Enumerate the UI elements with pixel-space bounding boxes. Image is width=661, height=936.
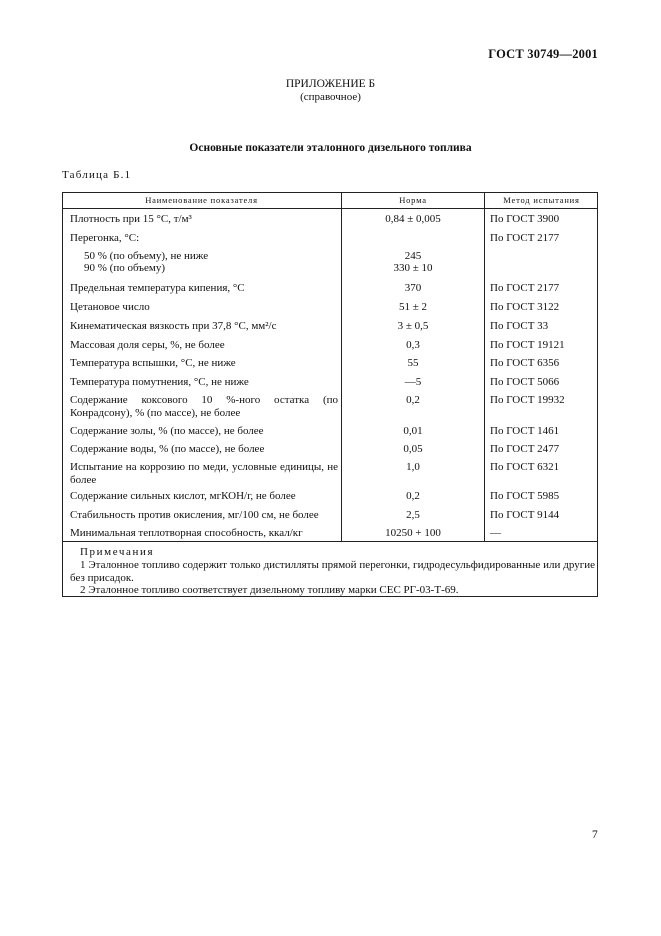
note-item: 1 Эталонное топливо содержит только дистилляты прямой перегонки, гидродесульфидированные или другие без присадок. <box>70 559 595 584</box>
table-row-name: Плотность при 15 °С, т/м³ <box>70 213 192 225</box>
standard-code: ГОСТ 30749—2001 <box>488 47 598 61</box>
document-title: Основные показатели эталонного дизельного топлива <box>189 142 472 154</box>
table-row-norm: 370 <box>404 282 422 294</box>
table-column-divider <box>484 192 485 541</box>
column-header-name: Наименование показателя <box>145 195 258 205</box>
table-row-norm: —5 <box>404 376 422 388</box>
table-row-norm: 3 ± 0,5 <box>397 320 429 332</box>
table-row-name: Перегонка, °С: <box>70 232 140 244</box>
table-row-norm: 0,3 <box>406 339 420 351</box>
table-row-name: Температура помутнения, °С, не ниже <box>70 376 249 388</box>
table-row-method: По ГОСТ 2177 <box>490 232 560 244</box>
table-row-norm: 245 <box>404 250 422 262</box>
table-row-method: — <box>490 527 501 539</box>
table-row-norm: 0,2 <box>406 490 420 502</box>
table-row-method: По ГОСТ 19121 <box>490 339 565 351</box>
table-row-method: По ГОСТ 5985 <box>490 490 560 502</box>
column-header-norm: Норма <box>399 195 427 205</box>
table-row-method: По ГОСТ 6321 <box>490 461 560 473</box>
appendix-subtitle: (справочное) <box>300 91 361 103</box>
table-row-name: 90 % (по объему) <box>84 262 165 274</box>
table-row-norm: 1,0 <box>406 461 420 473</box>
table-row-name: Содержание золы, % (по массе), не более <box>70 425 264 437</box>
table-row-norm: 2,5 <box>406 509 420 521</box>
note-item: 2 Эталонное топливо соответствует дизельному топливу марки СЕС РГ-03-Т-69. <box>80 584 459 596</box>
table-row-method: По ГОСТ 5066 <box>490 376 560 388</box>
table-notes-divider <box>62 541 598 542</box>
table-row-norm: 0,84 ± 0,005 <box>385 213 441 225</box>
column-header-method: Метод испытания <box>503 195 580 205</box>
table-row-name: Предельная температура кипения, °С <box>70 282 245 294</box>
table-row-name: Содержание воды, % (по массе), не более <box>70 443 265 455</box>
table-row-method: По ГОСТ 3900 <box>490 213 560 225</box>
table-row-method: По ГОСТ 2477 <box>490 443 560 455</box>
table-row-method: По ГОСТ 19932 <box>490 394 565 406</box>
page-number: 7 <box>592 829 598 841</box>
table-row-name: Стабильность против окисления, мг/100 см, не более <box>70 509 319 521</box>
table-header-divider <box>62 208 598 209</box>
table-row-method: По ГОСТ 9144 <box>490 509 560 521</box>
table-row-name: Испытание на коррозию по меди, условные единицы, не более <box>70 461 338 486</box>
table-row-norm: 0,05 <box>403 443 423 455</box>
table-row-name: 50 % (по объему), не ниже <box>84 250 209 262</box>
table-row-name: Температура вспышки, °С, не ниже <box>70 357 236 369</box>
table-column-divider <box>341 192 342 541</box>
table-row-norm: 51 ± 2 <box>398 301 428 313</box>
table-row-method: По ГОСТ 6356 <box>490 357 560 369</box>
table-row-method: По ГОСТ 2177 <box>490 282 560 294</box>
table-row-method: По ГОСТ 33 <box>490 320 549 332</box>
notes-heading: Примечания <box>80 546 155 558</box>
table-row-name: Цетановое число <box>70 301 150 313</box>
table-row-name: Минимальная теплотворная способность, ккал/кг <box>70 527 303 539</box>
table-row-norm: 0,2 <box>406 394 420 406</box>
table-row-name: Содержание коксового 10 %-ного остатка (по Конрадсону), % (по массе), не более <box>70 394 338 419</box>
table-row-method: По ГОСТ 3122 <box>490 301 560 313</box>
table-row-name: Массовая доля серы, %, не более <box>70 339 225 351</box>
table-row-norm: 55 <box>407 357 419 369</box>
table-row-name: Кинематическая вязкость при 37,8 °С, мм²/с <box>70 320 277 332</box>
table-row-method: По ГОСТ 1461 <box>490 425 560 437</box>
table-row-norm: 10250 + 100 <box>385 527 441 539</box>
appendix-title: ПРИЛОЖЕНИЕ Б <box>285 78 376 90</box>
table-row-name: Содержание сильных кислот, мгКОН/г, не более <box>70 490 296 502</box>
table-row-norm: 330 ± 10 <box>393 262 433 274</box>
table-row-norm: 0,01 <box>403 425 423 437</box>
table-caption: Таблица Б.1 <box>62 169 132 181</box>
